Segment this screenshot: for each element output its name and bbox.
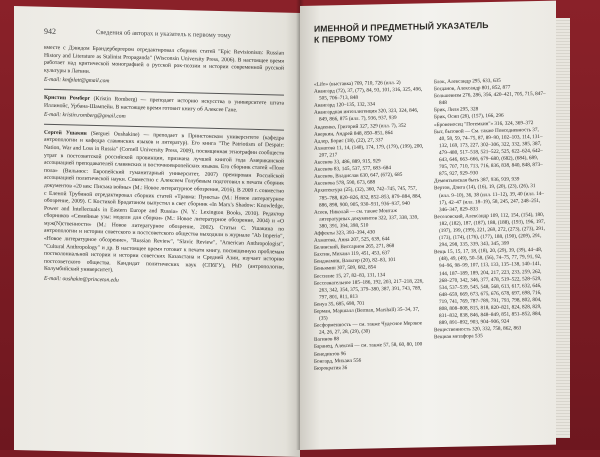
contributor-name-en: (Serguei Oushakine)	[90, 130, 140, 138]
index-entry: Белинский, Виссарион 265, 271, 868	[314, 243, 395, 251]
index-entry: Авдеенко, Григорий 327, 329 (илл. 7), 352	[314, 122, 407, 131]
index-entry: Вагинов 88	[314, 336, 339, 344]
contributor-name: Сергей Ушакин	[44, 129, 87, 137]
index-entry: Быт, бытовой — См. также Повседневность 37, 40, 58, 59, 74–75, 87, 89–90, 102–103, 114, 131–132, 169, 173, 227, 302–306, 322, 332, 385, 387, 479–480, 517–518, 521–522, 525, 622–624, 642–643, 646, 663–666, 679–680, (682), (684), 689, 705, 707, 710, 713, 716, 836, 838, 840, 848, 873–875, 927, 929–930	[434, 126, 543, 178]
index-entry: Авангард 120–135, 132, 334	[314, 101, 376, 109]
index-entry: «Броненосец "Потемкин"» 316, 324, 369–372	[434, 119, 534, 128]
divider	[44, 123, 284, 130]
index-entry: Асеев, Николай — см. также Монтаж литературных документов 322, 337, 338, 339, 380, 391, 394, 398, 510	[314, 207, 419, 230]
index-entry: Аксенов, Владислав 630, 647, (672), 685	[314, 172, 403, 180]
index-columns	[314, 77, 546, 373]
contributor-name-en: (Kristin Romberg)	[93, 95, 138, 103]
index-entry: Аверкин, Андрей 848, 850–851, 864	[314, 129, 393, 138]
index-entry: «Lifo» (выставка) 709, 710, 726 (илл. 2)	[314, 79, 401, 88]
index-entry: Богданов, Александр 801, 852, 877	[434, 84, 511, 93]
page-block-edge	[556, 18, 570, 438]
index-entry: Дементьевская быть 387, 936, 939, 939	[434, 176, 520, 185]
email-oushakine: E-mail: oushakin@princeton.edu	[44, 275, 119, 284]
running-title: Сведения об авторах и указатель к первому тому	[96, 29, 231, 40]
index-entry: Аксенов 83, 145, 537, 577, 683–684	[314, 165, 391, 173]
index-entry: Брик, Осип (26), (157), 166, 296	[434, 113, 504, 121]
index-entry: Брик, Лиля 295, 328	[434, 106, 479, 114]
index-entry: Вещественность 320, 332, 758, 862, 863	[434, 325, 522, 334]
index-entry: Блок, Александр 295, 633, 635	[434, 77, 501, 86]
index-entry: Вещная метафора 535	[434, 333, 483, 341]
index-entry: Бенуа 35, 685, 698, 701	[314, 300, 365, 308]
index-title-line: ИМЕННОЙ И ПРЕДМЕТНЫЙ УКАЗАТЕЛЬ	[314, 20, 489, 34]
page-number: 942	[44, 26, 56, 37]
index-title	[314, 19, 542, 46]
email-platt: E-mail: kmfplatt@gmail.com	[44, 77, 110, 85]
index-title-line: К ПЕРВОМУ ТОМУ	[314, 33, 393, 45]
contributor-bio-text: — преподает историю искусства в университете штата Иллинойс, Урбана-Шампейн. В настоящее время готовит книгу об Алексее Гане.	[44, 97, 285, 114]
running-head	[44, 27, 284, 42]
index-entry: Аксенов 33, 486, 889, 915, 929	[314, 158, 381, 166]
index-entry: Бессилие 15, 27, 82–83, 131, 134	[314, 271, 386, 280]
divider	[44, 89, 284, 96]
index-entry: Бенедиктов 96	[314, 350, 346, 358]
index-entry: Архитектура (25), (32), 360, 742–745, 745, 757, 785–788, 820–826, 832, 852–853, 879–884, 884, 886, 898, 900, 905, 930–931, 936–937, 940	[314, 185, 422, 209]
index-entry: Ахматова 11, 14, (140), 174, 179, (179), (199), 200, 207, 217	[314, 143, 424, 159]
email-romberg: E-mail: kristin.romberg@gmail.com	[44, 111, 126, 120]
index-entry: Беньямин 307, 509, 682, 854	[314, 264, 376, 273]
index-entry: Веселовский, Александр 109, 112, 154, (154), 180, 182, (182), 187, (187), 188, (188), (193), 196, 197, (197), 199, (199), 221, 269, 272, (273), (273), 291, (173), (174), (176), (177), 188, (190), (209), 291, 294, 298, 335, 339, 343, 345, 399	[434, 211, 545, 249]
contributor-bios	[44, 45, 284, 289]
index-entry: Большевизм 276, 286, 356, 420–421, 705, 715, 847–848	[434, 91, 546, 107]
index-entry: Вертов, Дзига (14), (16), 19, (20), (23), (26), 31 (илл. 9–10), 36, 38 (илл. 11–12), 39, 40 (илл. 14–17), 42–47 (илл. 18–19), 58, 245, 247, 248–251, 346–347, 829–833	[434, 183, 544, 213]
contributor-bio-text: — преподает в Принстонском университете (кафедра антропологии и кафедра славянских языков и литератур). Его книга "The Patriotism of Despair: Nation, War and Loss in Russia" (Cornell University Press, 2009), посвященная этнографии сообществ утрат в постсоветской российской провинции, признана лучшей книгой года Американской ассоциацией преподавателей славянских и восточноевропейских языков. Его сборник статей «Поле пола» (Вильнюс: Европейский гуманитарный университет, 2007) премирован Российской ассоциацией политической науки. Совместно с Алексеем Голубевым подготовил к печати сборник документов «20 век: Письма войны» (М.: Новое литературное обозрение, 2016). В 2009 г. совместно с Еленой Трубиной отредактировал сборник статей «Травма: Пункты» (М.: Новое литературное обозрение, 2009). С Костикой Брадатаном выпустил в свет сборник «In Marx's Shadow: Knowledge, Power and Intellectuals in Eastern Europe and Russia» (N. Y.: Lexington Books, 2010). Редактор сборников «Семейные узы: модели для сборки» (М.: Новое литературное обозрение, 2004) и «О муж(N)ственности» (М.: Новое литературное обозрение, 2002). Статьи С. Ушакина по антропологии и истории советского и постсоветского общества выходили в журнале "Ab Imperio", «Новое литературное обозрение», "Russian Review", "Slavic Review", "American Anthropologist", "Cultural Anthropology" и др. В настоящее время готовит к печати книгу, посвященную проблемам постколониальной истории и истории советских Казахстана и Средней Азии, изучает историю постсоветского общества. Кандидат политических наук (СПбГУ), PhD (антропология, Колумбийский университет).	[44, 131, 285, 274]
right-page	[300, 1, 556, 450]
index-entry: Бесформенность — см. также Чудесное Мерзкое 24, 26, 27, 28, (29), (30)	[314, 320, 423, 336]
index-entry: Адлер, Борис (18), (22), 27, 337	[314, 137, 384, 145]
index-entry: Аффекты 323, 393–394, 430	[314, 229, 375, 237]
index-entry: Вещь 15, 15, 17, 18, (18), 20, (29), 39, (39), 44–48, (48), 49, (49), 50–58, (56), 74–75, 77, 79, 91, 92, 94–96, 98–99, 107, 113, 133, 135–138, 140–141, 144, 187–189, 189, 204, 217, 223, 233, 259, 262, 268–270, 342, 346, 377, 478, 519–522, 528–529, 534, 537–539, 545, 548, 568, 613, 617, 632, 646, 648–659, 669, 673, 675, 676, 678, 697, 698, 716, 719, 741, 769, 787–789, 791, 793, 798, 802, 804, 808, 808–808, 815, 818, 820–821, 824, 828, 829, 831–832, 838, 846, 848–849, 851, 851–852, 884, 889, 891–892, 903, 904–906, 924	[434, 247, 543, 327]
index-entry: Ахматова, Анна 207, 525, 639, 644	[314, 236, 390, 244]
index-entry: Аксенова 578, 590, 673, 688	[314, 179, 376, 188]
index-entry: Берман, Маршалл (Berman, Marshall) 35–34, 37, (35)	[314, 306, 420, 322]
index-entry: Баранец, Алексей — см. также 57, 58, 60, 80, 100	[314, 341, 423, 351]
bio-paragraph-platt: вместе с Дэвидом Брандербергером отредактировал сборник статей "Epic Revisionism: Russian History and Literature as Stalinist Propaganda" (Wisconsin University Press, 2006). В настоящее время работает над критической монографией о русской рок-поэзии и истории современной русской культуры в Латвии.	[44, 44, 284, 75]
index-entry: Бюрократия 36	[314, 364, 348, 372]
left-page	[14, 6, 300, 457]
index-entry: Бессознательное 185–186, 192, 203, 217–218, 226, 263, 342, 354, 375, 379–380, 387, 391, 743, 789, 797, 801, 811, 813	[314, 278, 424, 301]
index-entry: Бонгард, Михаил 556	[314, 357, 362, 365]
index-column-1	[314, 79, 426, 372]
bio-paragraph-oushakine	[44, 129, 284, 279]
index-entry: Бахтин, Михаил 119, 451, 453, 637	[314, 250, 390, 258]
index-column-2	[434, 77, 546, 370]
contributor-name: Кристин Ромберг	[44, 94, 91, 102]
index-entry: Авангардная интеллигенция 320, 323, 324, 846, 849, 866, 875 (илл. 7), 936, 937, 939	[314, 107, 419, 124]
index-entry: Авангард (72), 37, (77), 84, 93, 101, 316, 325, 496, 505, 706–713, 848	[314, 86, 423, 102]
index-entry: Бенджамин, Вальтер (20), 82–83, 101	[314, 257, 396, 266]
